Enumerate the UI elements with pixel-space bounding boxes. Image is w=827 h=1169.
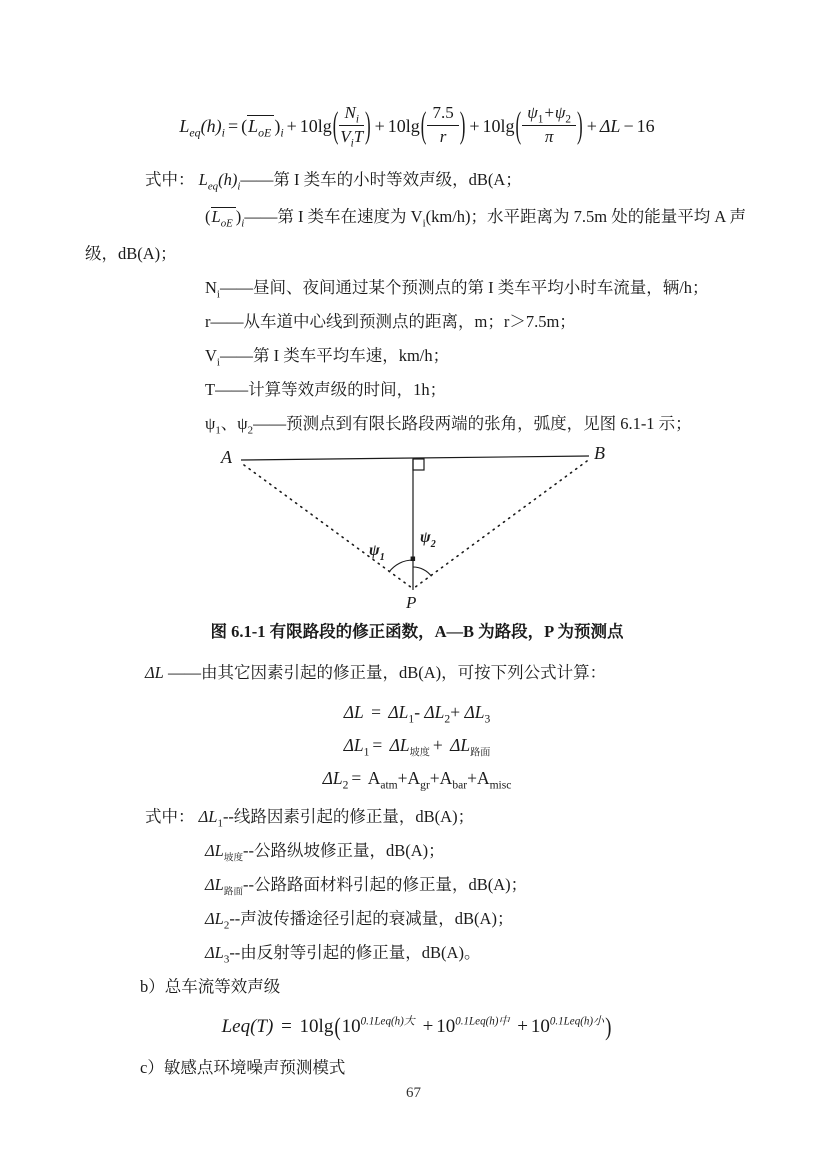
const-16: 16 [636, 115, 655, 136]
big-paren-open: ( [515, 104, 522, 146]
figure-diagram [217, 443, 617, 611]
line-b-to-p-dotted [414, 461, 587, 588]
definition-text: --由反射等引起的修正量，dB(A)。 [229, 943, 481, 962]
figure-6-1-1 [85, 443, 749, 616]
right-angle-mark [413, 459, 424, 470]
sub-i: i [355, 113, 359, 126]
label-point-a: A [221, 447, 232, 467]
definition-text: --公路纵坡修正量，dB(A)； [243, 841, 445, 860]
var-L: L [198, 170, 208, 189]
label-angle-psi2 [420, 529, 436, 550]
em-dash: —— [244, 207, 278, 226]
var-delta-l3: ΔL [205, 943, 224, 962]
paren-open: ( [334, 1012, 341, 1042]
definition-text: --线路因素引起的修正量，dB(A)； [222, 807, 475, 826]
definition-line [85, 163, 749, 197]
plus-sign: + [586, 115, 597, 136]
definition-line [85, 902, 749, 936]
formula-delta-l1 [85, 729, 749, 762]
paren-open: ( [241, 116, 248, 136]
definition-text: --声波传播途径引起的衰减量，dB(A)； [229, 909, 514, 928]
arg-h: (h) [218, 170, 238, 189]
psi-glyph: ψ [369, 542, 380, 559]
psi-sub: 2 [430, 539, 436, 550]
var-V: V [205, 346, 217, 365]
sub-2: 2 [444, 713, 451, 726]
var-L-bar: L [248, 116, 259, 136]
var-N: N [205, 278, 217, 297]
sub-1: 1 [408, 713, 415, 726]
sub-2: 2 [342, 779, 349, 792]
definition-text: --公路路面材料引起的修正量，dB(A)； [243, 875, 528, 894]
base-10: 10 [341, 1016, 361, 1037]
sub-surface: 路面 [470, 747, 491, 759]
var-a-gr: A [407, 768, 421, 788]
definition-text: ——预测点到有限长路段两端的张角，弧度，见图 6.1-1 示； [253, 414, 692, 433]
equals-sign: = [372, 735, 383, 755]
var-delta-l2: ΔL [424, 702, 445, 722]
var-delta-l-slope: ΔL [389, 735, 410, 755]
formula-lhs [179, 115, 225, 140]
definition-line [85, 339, 749, 373]
arg-T: (T) [250, 1016, 274, 1037]
definition-line [85, 800, 749, 834]
paren-close: ) [235, 207, 242, 226]
definition-line [85, 305, 749, 339]
var-delta-l2: ΔL [322, 768, 343, 788]
fraction-ni-vit [339, 102, 364, 149]
definition-line [85, 407, 749, 441]
arg-h: (h) [200, 115, 222, 136]
page-content [85, 0, 749, 1085]
fraction-75-r [427, 104, 458, 146]
big-paren-close: ) [459, 104, 466, 146]
sub-1: 1 [217, 817, 223, 830]
formula-delta-l-sum [85, 696, 749, 729]
definition-text: (km/h)；水平距离为 7.5m 处的能量平均 A 声 [425, 207, 747, 226]
var-N: N [344, 102, 356, 122]
paren-close: ) [605, 1012, 612, 1042]
denominator: π [544, 126, 554, 146]
sub-2: 2 [223, 919, 230, 932]
equals-sign: = [227, 115, 239, 136]
var-delta-l: ΔL [343, 702, 364, 722]
page-number: 67 [406, 1085, 421, 1101]
var-a-bar: A [439, 768, 453, 788]
formula-delta-l2 [85, 762, 749, 795]
equals-sign: = [371, 702, 382, 722]
var-psi2: +ψ [543, 102, 566, 122]
definition-line [85, 271, 749, 305]
arc-tick-mark [411, 557, 416, 562]
big-paren-close: ) [364, 104, 371, 146]
var-delta-l3: ΔL [464, 702, 485, 722]
sub-i: i [350, 136, 354, 149]
formula-hourly-leq [85, 95, 749, 157]
var-delta-l: ΔL [145, 663, 164, 682]
sub-1: 1 [537, 113, 544, 126]
psi-glyph: ψ [420, 529, 431, 546]
var-a-misc: A [476, 768, 490, 788]
var-a-atm: A [367, 768, 381, 788]
base-10: 10 [530, 1016, 550, 1037]
tenlg: 10lg [299, 115, 332, 136]
exponent-medium-vehicles: 0.1Leq(h)中 [455, 1015, 510, 1028]
plus-sign: + [397, 768, 408, 788]
var-leq: Leq [221, 1016, 251, 1037]
plus-sign: + [517, 1016, 528, 1037]
plus-sign: + [450, 702, 461, 722]
sub-surface: 路面 [223, 886, 243, 898]
definition-line [85, 936, 749, 970]
line-a-to-p-dotted [244, 465, 412, 588]
sub-atm: atm [380, 779, 398, 792]
sub-slope: 坡度 [223, 852, 243, 864]
definition-line [85, 868, 749, 902]
paren-open: ( [205, 207, 211, 226]
figure-caption: 图 6.1-1 有限路段的修正函数，A—B 为路段，P 为预测点 [210, 622, 624, 641]
where-label: 式中： [145, 170, 195, 189]
base-10: 10 [436, 1016, 456, 1037]
numerator [339, 104, 363, 126]
definition-text: ——第 I 类车平均车速，km/h； [219, 346, 450, 365]
sub-i: i [221, 125, 225, 140]
var-psi1: ψ [527, 102, 538, 122]
label-point-b: B [594, 443, 605, 463]
intro-text: ——由其它因素引起的修正量，dB(A)，可按下列公式计算： [163, 663, 607, 682]
sub-2: 2 [247, 424, 254, 437]
var-delta-l-surface: ΔL [205, 875, 224, 894]
sub-misc: misc [489, 779, 512, 792]
paren-close: ) [274, 116, 281, 136]
var-delta-l-surface: ΔL [450, 735, 471, 755]
definition-text: 级，dB(A)； [85, 244, 177, 263]
definition-line [85, 834, 749, 868]
sub-oE: oE [258, 125, 272, 140]
tenlg: 10lg [299, 1016, 334, 1037]
term-loe [241, 115, 284, 140]
definition-text: 第 I 类车在速度为 V [277, 207, 423, 226]
definition-text: T——计算等效声级的时间，1h； [205, 380, 447, 399]
numerator [522, 104, 576, 126]
equals-sign: = [281, 1016, 292, 1037]
big-paren-open: ( [332, 104, 339, 146]
psi-sub: 1 [379, 552, 385, 563]
label-point-p: P [406, 593, 417, 611]
big-paren-open: ( [420, 104, 427, 146]
plus-sign: + [422, 1016, 434, 1037]
sub-i: i [237, 180, 241, 193]
plus-sign: + [469, 115, 480, 136]
definition-line [85, 373, 749, 407]
sub-gr: gr [420, 779, 430, 792]
tenlg: 10lg [387, 115, 420, 136]
definition-line-wrap [85, 237, 749, 271]
tenlg: 10lg [482, 115, 515, 136]
var-delta-l: ΔL [599, 115, 621, 136]
minus-sign: - [414, 702, 421, 722]
sub-i: i [422, 217, 426, 230]
var-psi1: ψ [205, 414, 216, 433]
var-L-bar: L [211, 207, 221, 226]
overline-loe [247, 115, 274, 140]
definition-text: ——昼间、夜间通过某个预测点的第 I 类车平均小时车流量，辆/h； [219, 278, 709, 297]
sub-1: 1 [215, 424, 221, 437]
plus-sign: + [374, 115, 385, 136]
sub-i: i [241, 217, 245, 230]
var-V: V [340, 126, 351, 146]
sub-oE: oE [220, 217, 233, 230]
definition-text: r——从车道中心线到预测点的距离，m；r＞7.5m； [205, 312, 576, 331]
section-c-heading: c）敏感点环境噪声预测模式 [140, 1057, 346, 1077]
fraction-psi-pi [522, 104, 576, 146]
denominator [339, 126, 363, 147]
var-delta-l1: ΔL [198, 807, 218, 826]
var-T: T [353, 126, 364, 146]
definition-line [85, 197, 749, 237]
var-delta-l1: ΔL [388, 702, 409, 722]
equals-sign: = [351, 768, 362, 788]
formula-total-leq [85, 1006, 749, 1049]
sub-eq: eq [207, 180, 219, 193]
minus-sign: − [623, 115, 634, 136]
sub-bar: bar [452, 779, 468, 792]
plus-sign: + [467, 768, 477, 788]
label-angle-psi1 [369, 542, 385, 563]
angle-arc-psi1 [389, 560, 413, 572]
sub-i: i [216, 288, 220, 301]
angle-arc-psi2 [413, 567, 432, 576]
numerator: 7.5 [427, 104, 458, 126]
plus-sign: + [286, 115, 297, 136]
var-psi2: 、ψ [220, 414, 248, 433]
delta-l-intro [85, 656, 749, 690]
section-b-heading: b）总车流等效声级 [140, 977, 281, 996]
sub-i: i [216, 356, 220, 369]
var-delta-l-slope: ΔL [205, 841, 224, 860]
var-delta-l1: ΔL [343, 735, 364, 755]
var-L: L [179, 115, 190, 136]
exponent-small-vehicles: 0.1Leq(h)小 [549, 1015, 605, 1028]
sub-i: i [280, 125, 284, 140]
var-delta-l2: ΔL [205, 909, 224, 928]
sub-3: 3 [223, 953, 230, 966]
em-dash: —— [240, 170, 274, 189]
sub-3: 3 [484, 713, 491, 726]
where-label: 式中： [145, 807, 195, 826]
overline-loe [211, 207, 236, 230]
exponent-large-vehicles: 0.1Leq(h)大 [360, 1015, 415, 1028]
sub-eq: eq [189, 125, 201, 140]
sub-2: 2 [565, 113, 572, 126]
big-paren-close: ) [577, 104, 583, 146]
sub-1: 1 [363, 746, 370, 759]
plus-sign: + [429, 768, 440, 788]
sub-slope: 坡度 [409, 747, 430, 759]
plus-sign: + [432, 735, 443, 755]
definition-text: 第 I 类车的小时等效声级，dB(A； [273, 170, 522, 189]
denominator: r [439, 126, 447, 146]
